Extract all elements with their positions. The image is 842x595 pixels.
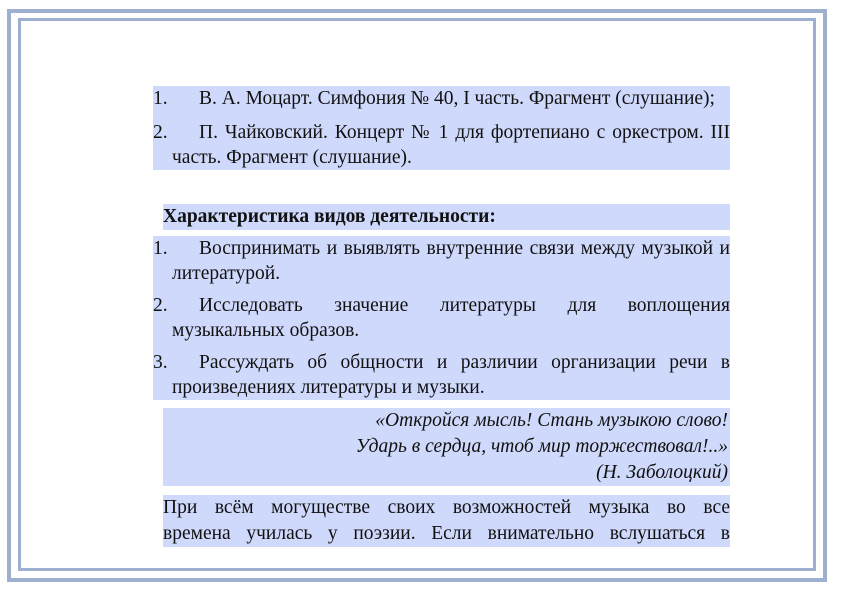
list-item-number: 2. — [153, 295, 168, 316]
list-item-text: Исследовать значение литературы для воплощения музыкальных образов. — [172, 295, 730, 341]
epigraph-quote — [163, 408, 730, 486]
list-item-number: 2. — [153, 122, 168, 143]
list-item — [153, 293, 730, 343]
list-item-text: Рассуждать об общности и различии организации речи в произведениях литературы и музыки. — [172, 352, 730, 398]
activity-heading: Характеристика видов деятельности: — [163, 204, 730, 230]
list-item — [153, 120, 730, 170]
quote-line: «Откройся мысль! Стань музыкою слово! — [375, 410, 728, 431]
activities-list — [153, 236, 730, 400]
list-item-number: 1. — [153, 88, 168, 109]
list-item-number: 3. — [153, 352, 168, 373]
list-item-text: В. А. Моцарт. Симфония № 40, I часть. Фрагмент (слушание); — [199, 88, 715, 109]
list-item-number: 1. — [153, 238, 168, 259]
list-item-text: П. Чайковский. Концерт № 1 для фортепиано с оркестром. III часть. Фрагмент (слушание). — [172, 122, 730, 168]
paragraph-line: времена училась у поэзии. Если внимательно вслушаться в — [163, 523, 730, 544]
paragraph-line: При всём могуществе своих возможностей музыка во все — [163, 497, 730, 518]
body-paragraph — [163, 495, 730, 547]
list-item-text: Воспринимать и выявлять внутренние связи между музыкой и литературой. — [172, 238, 730, 284]
quote-line: Ударь в сердца, чтоб мир торжествовал!..» — [355, 436, 728, 457]
works-list — [153, 86, 730, 170]
quote-author: (Н. Заболоцкий) — [596, 462, 728, 483]
list-item — [153, 86, 730, 111]
list-item — [153, 236, 730, 286]
list-item — [153, 350, 730, 400]
